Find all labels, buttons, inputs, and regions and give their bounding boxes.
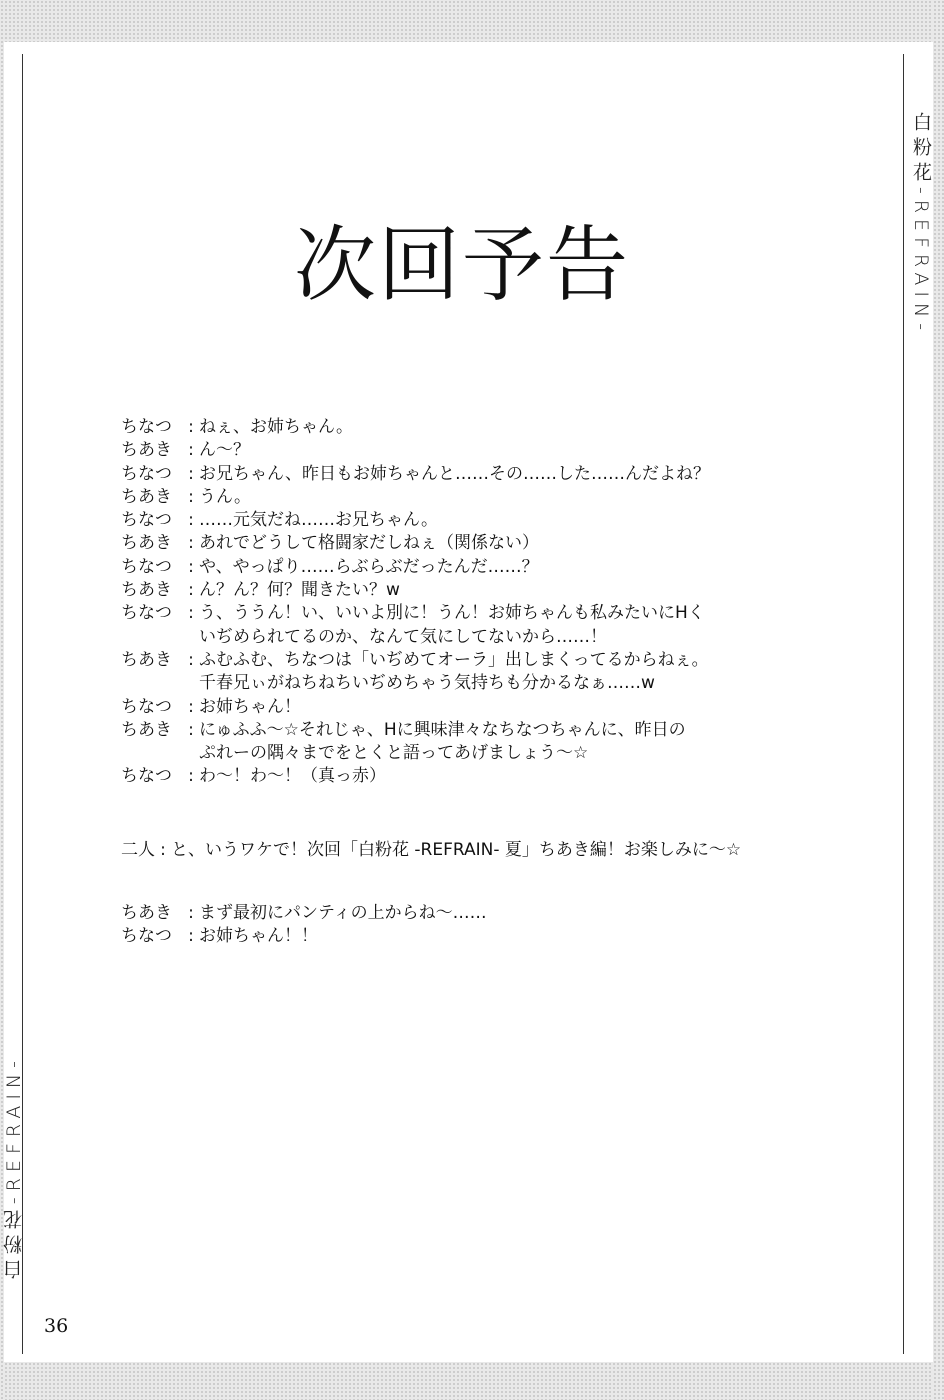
dialogue-line: ちなつ : ねぇ、お姉ちゃん。 xyxy=(121,416,861,439)
speaker-name: ちあき xyxy=(121,649,172,670)
dialogue-text: ふむふむ、ちなつは「いぢめてオーラ」出しまくってるからねぇ。 xyxy=(199,649,709,670)
speaker-name: ちなつ xyxy=(121,417,172,437)
dialogue-continuation: 千春兄ぃがねちねちいぢめちゃう気持ちも分かるなぁ……w xyxy=(199,673,655,694)
dialogue-block xyxy=(121,416,861,949)
page-number: 36 xyxy=(44,1315,69,1337)
speaker-name: ちなつ xyxy=(121,510,172,531)
dialogue-line: ちなつ : お姉ちゃん！！ xyxy=(121,925,861,948)
dialogue-line: ちあき : にゅふふ～☆それじゃ、Hに興味津々なちなつちゃんに、昨日の xyxy=(121,719,861,742)
announcement-text: と、いうワケで！次回「白粉花 -REFRAIN- 夏」ちあき編！お楽しみに～☆ xyxy=(171,839,742,860)
dialogue-line: ちあき : ん～？ xyxy=(121,439,861,462)
speaker-name: ちあき xyxy=(121,903,172,924)
screentone-bottom-border xyxy=(0,1362,944,1400)
dialogue-text: わ～！わ～！（真っ赤） xyxy=(199,766,386,787)
speaker-name: ちなつ xyxy=(121,463,172,484)
speaker-name: ちあき xyxy=(121,440,172,461)
dialogue-text: お姉ちゃん！ xyxy=(199,696,301,717)
speaker-name: ちあき xyxy=(121,486,172,507)
dialogue-text: ねぇ、お姉ちゃん。 xyxy=(199,417,354,437)
speaker-name: ちなつ xyxy=(121,766,172,787)
dialogue-text: お兄ちゃん、昨日もお姉ちゃんと……その……した……んだよね？ xyxy=(199,463,711,484)
frame-line-right xyxy=(903,54,904,1354)
side-title-right: 白粉花-REFRAIN- xyxy=(910,112,932,337)
dialogue-line: ちなつ : ……元気だね……お兄ちゃん。 xyxy=(121,509,861,532)
dialogue-line: ちあき : ふむふむ、ちなつは「いぢめてオーラ」出しまくってるからねぇ。 xyxy=(121,649,861,672)
dialogue-line: ちあき : あれでどうして格闘家だしねぇ（関係ない） xyxy=(121,532,861,555)
speaker-name: ちなつ xyxy=(121,926,172,947)
dialogue-continuation: いぢめられてるのか、なんて気にしてないから……！ xyxy=(199,626,607,647)
dialogue-line: ちなつ : わ～！わ～！（真っ赤） xyxy=(121,765,861,788)
dialogue-text: ……元気だね……お兄ちゃん。 xyxy=(199,510,439,531)
dialogue-text: ん～？ xyxy=(199,440,250,461)
dialogue-line: ちあき : まず最初にパンティの上からね～…… xyxy=(121,902,861,925)
dialogue-continuation: ぷれーの隅々までをとくと語ってあげましょう～☆ xyxy=(199,743,589,764)
dialogue-text: にゅふふ～☆それじゃ、Hに興味津々なちなつちゃんに、昨日の xyxy=(199,719,686,740)
dialogue-line: ちなつ : や、やっぱり……らぶらぶだったんだ……？ xyxy=(121,556,861,579)
dialogue-text: まず最初にパンティの上からね～…… xyxy=(199,903,487,924)
dialogue-text: うん。 xyxy=(199,486,252,507)
dialogue-line: ちなつ : お兄ちゃん、昨日もお姉ちゃんと……その……した……んだよね？ xyxy=(121,463,861,486)
speaker-name: ちなつ xyxy=(121,556,172,577)
dialogue-text: あれでどうして格闘家だしねぇ（関係ない） xyxy=(199,533,539,554)
dialogue-text: や、やっぱり……らぶらぶだったんだ……？ xyxy=(199,556,539,577)
dialogue-text: う、ううん！い、いいよ別に！うん！お姉ちゃんも私みたいにHく xyxy=(199,603,705,624)
speaker-name: ちあき xyxy=(121,533,172,554)
speaker-name: ちあき xyxy=(121,719,172,740)
speaker-name: 二人 xyxy=(121,839,155,860)
announcement-line: 二人 : と、いうワケで！次回「白粉花 -REFRAIN- 夏」ちあき編！お楽しみに～☆ xyxy=(121,839,861,862)
speaker-name: ちあき xyxy=(121,580,172,601)
side-title-left: 白粉花-REFRAIN- xyxy=(3,1055,25,1280)
dialogue-line: ちなつ : お姉ちゃん！ xyxy=(121,696,861,719)
dialogue-line: ちあき : ん？ん？何？聞きたい？w xyxy=(121,579,861,602)
dialogue-text: お姉ちゃん！！ xyxy=(199,926,318,947)
dialogue-text: ん？ん？何？聞きたい？w xyxy=(199,580,400,601)
dialogue-line: ちなつ : う、ううん！い、いいよ別に！うん！お姉ちゃんも私みたいにHく xyxy=(121,602,861,625)
speaker-name: ちなつ xyxy=(121,603,172,624)
screentone-top-border xyxy=(0,0,944,42)
speaker-name: ちなつ xyxy=(121,696,172,717)
dialogue-line: ちあき : うん。 xyxy=(121,486,861,509)
page-title: 次回予告 xyxy=(293,218,630,313)
